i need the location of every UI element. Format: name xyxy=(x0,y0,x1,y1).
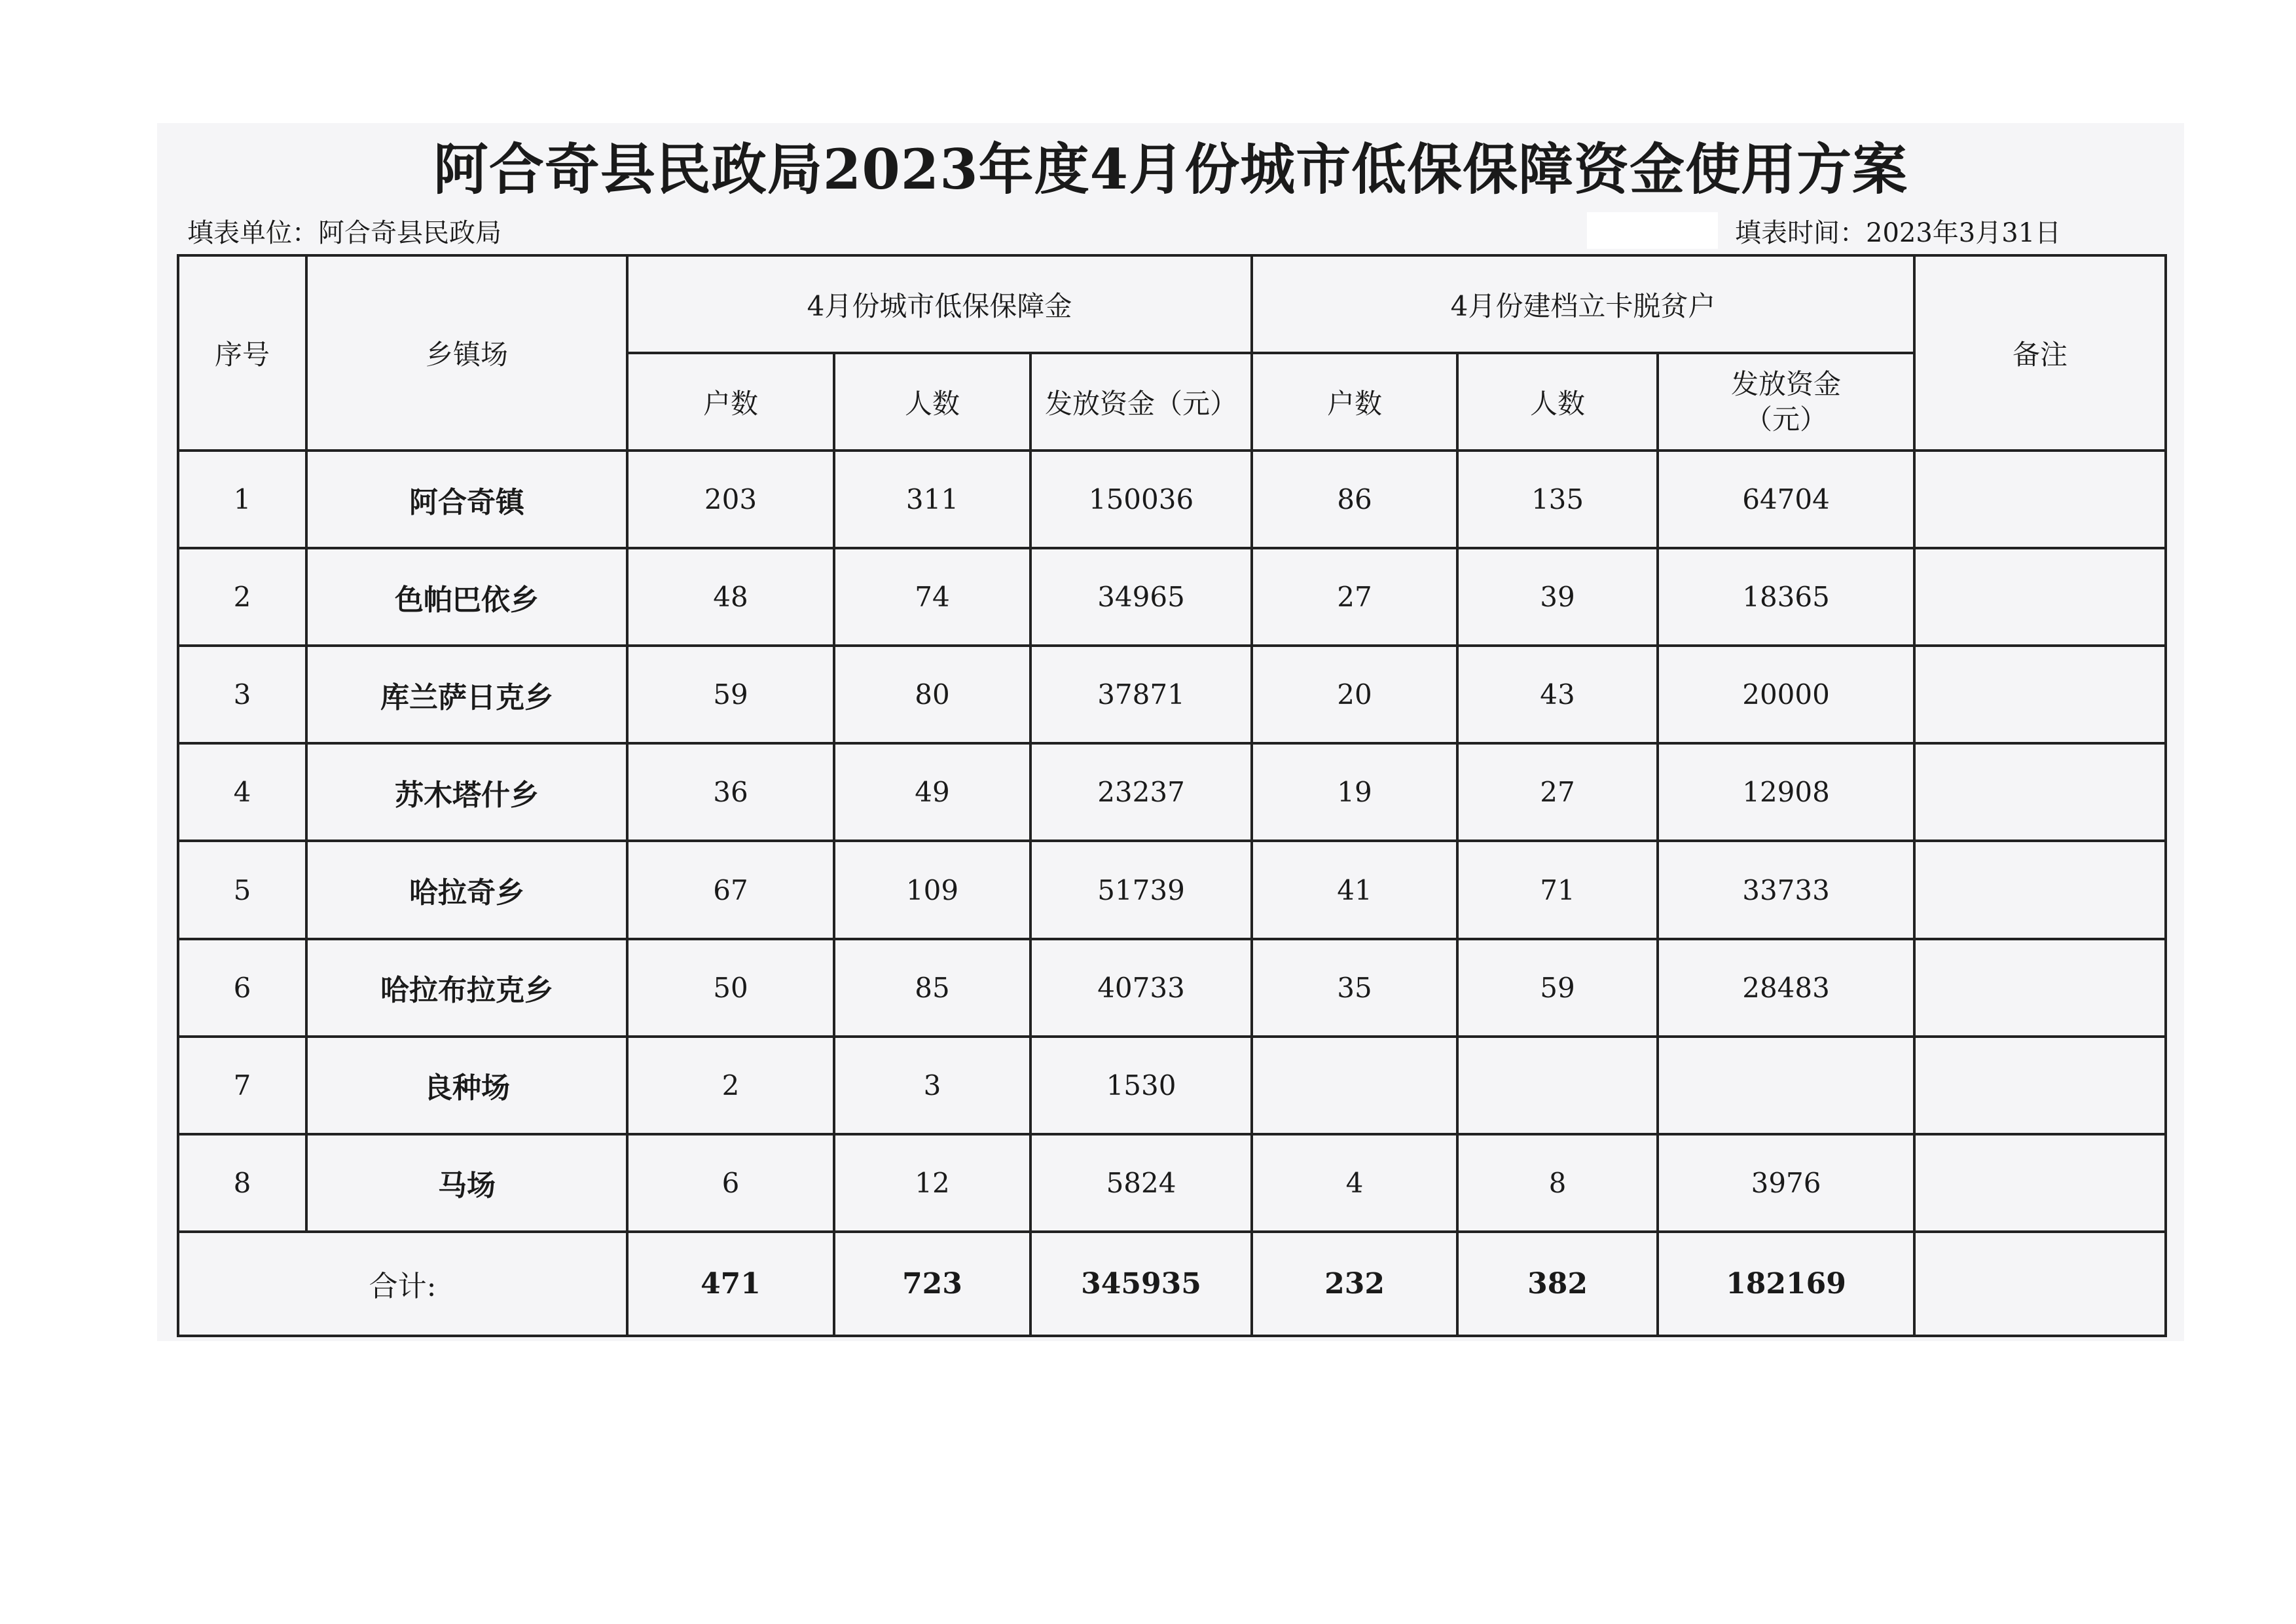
cell-b-persons: 8 xyxy=(1457,1134,1658,1232)
document-sheet xyxy=(157,123,2184,1341)
fill-time: 填表时间：2023年3月31日 xyxy=(1735,218,2062,248)
header-b-funds xyxy=(1658,353,1914,451)
cell-a-persons: 80 xyxy=(834,646,1030,743)
header-a-households: 户数 xyxy=(627,353,834,451)
header-b-persons: 人数 xyxy=(1457,353,1658,451)
cell-town: 哈拉布拉克乡 xyxy=(306,939,627,1037)
cell-remark xyxy=(1914,939,2166,1037)
cell-b-households: 41 xyxy=(1252,841,1457,938)
cell-town: 马场 xyxy=(306,1134,627,1232)
cell-b-households xyxy=(1252,1037,1457,1134)
cell-a-persons: 85 xyxy=(834,939,1030,1037)
cell-remark xyxy=(1914,646,2166,743)
header-seq: 序号 xyxy=(178,255,306,451)
cell-a-households: 2 xyxy=(627,1037,834,1134)
table-row xyxy=(178,743,2166,841)
cell-a-funds: 150036 xyxy=(1030,451,1252,548)
cell-remark xyxy=(1914,743,2166,841)
cell-b-persons: 39 xyxy=(1457,548,1658,646)
cell-a-persons: 74 xyxy=(834,548,1030,646)
cell-remark xyxy=(1914,1037,2166,1134)
cell-remark xyxy=(1914,841,2166,938)
total-remark xyxy=(1914,1232,2166,1336)
cell-a-funds: 40733 xyxy=(1030,939,1252,1037)
cell-a-funds: 1530 xyxy=(1030,1037,1252,1134)
cell-b-funds: 12908 xyxy=(1658,743,1914,841)
cell-seq: 5 xyxy=(178,841,306,938)
fill-unit: 填表单位：阿合奇县民政局 xyxy=(187,218,501,248)
cell-b-persons: 43 xyxy=(1457,646,1658,743)
table-row xyxy=(178,841,2166,938)
funds-table xyxy=(177,254,2167,1337)
cell-b-households: 27 xyxy=(1252,548,1457,646)
header-b-funds-line2: （元） xyxy=(1745,403,1828,435)
header-b-households: 户数 xyxy=(1252,353,1457,451)
cell-remark xyxy=(1914,1134,2166,1232)
header-b-funds-line1: 发放资金 xyxy=(1731,367,1842,400)
cell-a-funds: 51739 xyxy=(1030,841,1252,938)
cell-seq: 7 xyxy=(178,1037,306,1134)
cell-b-persons xyxy=(1457,1037,1658,1134)
cell-b-persons: 59 xyxy=(1457,939,1658,1037)
cell-town: 哈拉奇乡 xyxy=(306,841,627,938)
cell-a-persons: 311 xyxy=(834,451,1030,548)
header-a-persons: 人数 xyxy=(834,353,1030,451)
cell-remark xyxy=(1914,451,2166,548)
cell-a-funds: 5824 xyxy=(1030,1134,1252,1232)
cell-seq: 1 xyxy=(178,451,306,548)
cell-a-households: 36 xyxy=(627,743,834,841)
cell-b-households: 35 xyxy=(1252,939,1457,1037)
header-group-b: 4月份建档立卡脱贫户 xyxy=(1252,255,1914,353)
table-row xyxy=(178,1134,2166,1232)
cell-b-funds xyxy=(1658,1037,1914,1134)
cell-a-persons: 12 xyxy=(834,1134,1030,1232)
cell-b-funds: 64704 xyxy=(1658,451,1914,548)
cell-town: 苏木塔什乡 xyxy=(306,743,627,841)
total-b-persons: 382 xyxy=(1457,1232,1658,1336)
cell-seq: 2 xyxy=(178,548,306,646)
cell-b-persons: 135 xyxy=(1457,451,1658,548)
cell-b-funds: 18365 xyxy=(1658,548,1914,646)
table-row xyxy=(178,939,2166,1037)
cell-seq: 6 xyxy=(178,939,306,1037)
total-a-persons: 723 xyxy=(834,1232,1030,1336)
cell-b-funds: 3976 xyxy=(1658,1134,1914,1232)
total-a-funds: 345935 xyxy=(1030,1232,1252,1336)
header-row-1 xyxy=(178,255,2166,353)
cell-a-funds: 23237 xyxy=(1030,743,1252,841)
cell-remark xyxy=(1914,548,2166,646)
cell-b-households: 19 xyxy=(1252,743,1457,841)
redaction-box xyxy=(1587,212,1718,249)
cell-seq: 4 xyxy=(178,743,306,841)
total-b-funds: 182169 xyxy=(1658,1232,1914,1336)
cell-town: 色帕巴依乡 xyxy=(306,548,627,646)
table-row xyxy=(178,548,2166,646)
table-row xyxy=(178,646,2166,743)
header-remark: 备注 xyxy=(1914,255,2166,451)
header-town: 乡镇场 xyxy=(306,255,627,451)
cell-b-persons: 27 xyxy=(1457,743,1658,841)
cell-town: 良种场 xyxy=(306,1037,627,1134)
cell-b-households: 86 xyxy=(1252,451,1457,548)
table-row xyxy=(178,451,2166,548)
cell-seq: 3 xyxy=(178,646,306,743)
cell-a-households: 67 xyxy=(627,841,834,938)
cell-a-funds: 34965 xyxy=(1030,548,1252,646)
cell-a-households: 6 xyxy=(627,1134,834,1232)
table-row xyxy=(178,1037,2166,1134)
header-group-a: 4月份城市低保保障金 xyxy=(627,255,1252,353)
cell-a-households: 50 xyxy=(627,939,834,1037)
cell-b-funds: 28483 xyxy=(1658,939,1914,1037)
cell-town: 阿合奇镇 xyxy=(306,451,627,548)
cell-a-households: 59 xyxy=(627,646,834,743)
cell-a-funds: 37871 xyxy=(1030,646,1252,743)
cell-b-households: 20 xyxy=(1252,646,1457,743)
cell-b-funds: 33733 xyxy=(1658,841,1914,938)
header-a-funds: 发放资金（元） xyxy=(1030,353,1252,451)
cell-a-persons: 109 xyxy=(834,841,1030,938)
document-title: 阿合奇县民政局2023年度4月份城市低保保障资金使用方案 xyxy=(433,137,1908,202)
cell-a-households: 48 xyxy=(627,548,834,646)
total-row xyxy=(178,1232,2166,1336)
total-a-households: 471 xyxy=(627,1232,834,1336)
cell-seq: 8 xyxy=(178,1134,306,1232)
cell-town: 库兰萨日克乡 xyxy=(306,646,627,743)
cell-b-persons: 71 xyxy=(1457,841,1658,938)
total-b-households: 232 xyxy=(1252,1232,1457,1336)
cell-a-households: 203 xyxy=(627,451,834,548)
cell-a-persons: 49 xyxy=(834,743,1030,841)
cell-a-persons: 3 xyxy=(834,1037,1030,1134)
total-label: 合计: xyxy=(178,1232,627,1336)
cell-b-funds: 20000 xyxy=(1658,646,1914,743)
cell-b-households: 4 xyxy=(1252,1134,1457,1232)
